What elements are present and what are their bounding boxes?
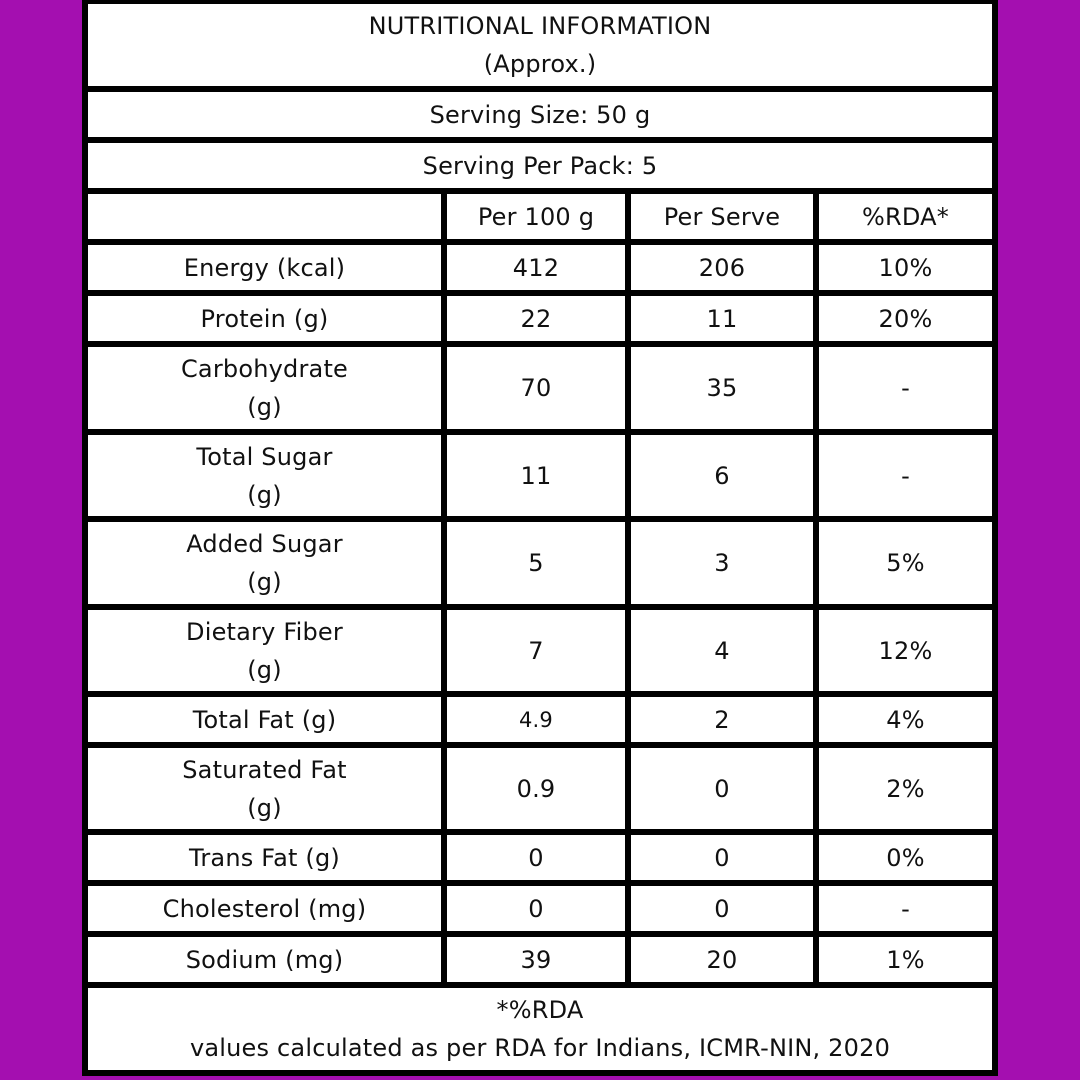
title-line: NUTRITIONAL INFORMATION	[368, 12, 712, 40]
nutrient-name: Cholesterol (mg)	[88, 886, 441, 931]
nutrient-name: Protein (g)	[88, 296, 441, 341]
footnote	[88, 988, 992, 1070]
rda-value: 4%	[819, 697, 992, 742]
nutrient-name	[88, 748, 441, 829]
per-100g-value: 22	[447, 296, 625, 341]
per-serve-value: 3	[631, 522, 813, 604]
serving-size: Serving Size: 50 g	[88, 92, 992, 137]
per-100g-value: 5	[447, 522, 625, 604]
per-serve-value: 4	[631, 610, 813, 691]
nutrient-unit-line: (g)	[247, 655, 282, 684]
nutrient-name: Sodium (mg)	[88, 937, 441, 982]
rda-value: 1%	[819, 937, 992, 982]
per-serve-value: 2	[631, 697, 813, 742]
header-rda: %RDA*	[819, 194, 992, 239]
per-serve-value: 6	[631, 435, 813, 516]
per-100g-value: 0	[447, 886, 625, 931]
per-serve-value: 35	[631, 347, 813, 429]
label-title	[88, 4, 992, 86]
per-100g-value: 0.9	[447, 748, 625, 829]
nutrient-name: Trans Fat (g)	[88, 835, 441, 880]
rda-value: 0%	[819, 835, 992, 880]
rda-value: 20%	[819, 296, 992, 341]
per-serve-value: 20	[631, 937, 813, 982]
per-100g-value: 7	[447, 610, 625, 691]
nutrition-label	[82, 0, 998, 1076]
per-100g-value: 412	[447, 245, 625, 290]
nutrient-unit-line: (g)	[247, 393, 282, 421]
header-per-serve: Per Serve	[631, 194, 813, 239]
per-serve-value: 0	[631, 886, 813, 931]
nutrient-name	[88, 522, 441, 604]
nutrient-unit-line: (g)	[247, 480, 282, 509]
rda-value: -	[819, 347, 992, 429]
rda-value: -	[819, 435, 992, 516]
per-serve-value: 0	[631, 835, 813, 880]
header-nutrient	[88, 194, 441, 239]
header-per-100g: Per 100 g	[447, 194, 625, 239]
nutrient-name	[88, 610, 441, 691]
nutrient-name-line: Added Sugar	[186, 530, 343, 558]
rda-value: 12%	[819, 610, 992, 691]
rda-value: 5%	[819, 522, 992, 604]
nutrient-name: Total Fat (g)	[88, 697, 441, 742]
title-subline: (Approx.)	[483, 50, 597, 78]
nutrient-name-line: Saturated Fat	[182, 755, 347, 784]
per-100g-value: 11	[447, 435, 625, 516]
per-100g-value: 4.9	[447, 697, 625, 742]
nutrient-name-line: Dietary Fiber	[186, 617, 343, 646]
nutrient-name-line: Total Sugar	[196, 442, 333, 471]
per-serve-value: 206	[631, 245, 813, 290]
per-serve-value: 11	[631, 296, 813, 341]
nutrient-unit-line: (g)	[247, 568, 282, 596]
nutrient-unit-line: (g)	[247, 793, 282, 822]
footnote-text: values calculated as per RDA for Indians, ICMR-NIN, 2020	[189, 1034, 891, 1062]
nutrient-name: Energy (kcal)	[88, 245, 441, 290]
per-100g-value: 0	[447, 835, 625, 880]
per-100g-value: 70	[447, 347, 625, 429]
rda-value: 2%	[819, 748, 992, 829]
per-serve-value: 0	[631, 748, 813, 829]
nutrient-name	[88, 435, 441, 516]
nutrient-name	[88, 347, 441, 429]
servings-per-pack: Serving Per Pack: 5	[88, 143, 992, 188]
nutrient-name-line: Carbohydrate	[180, 355, 349, 383]
rda-value: -	[819, 886, 992, 931]
rda-value: 10%	[819, 245, 992, 290]
footnote-marker: *%RDA	[496, 996, 584, 1024]
per-100g-value: 39	[447, 937, 625, 982]
